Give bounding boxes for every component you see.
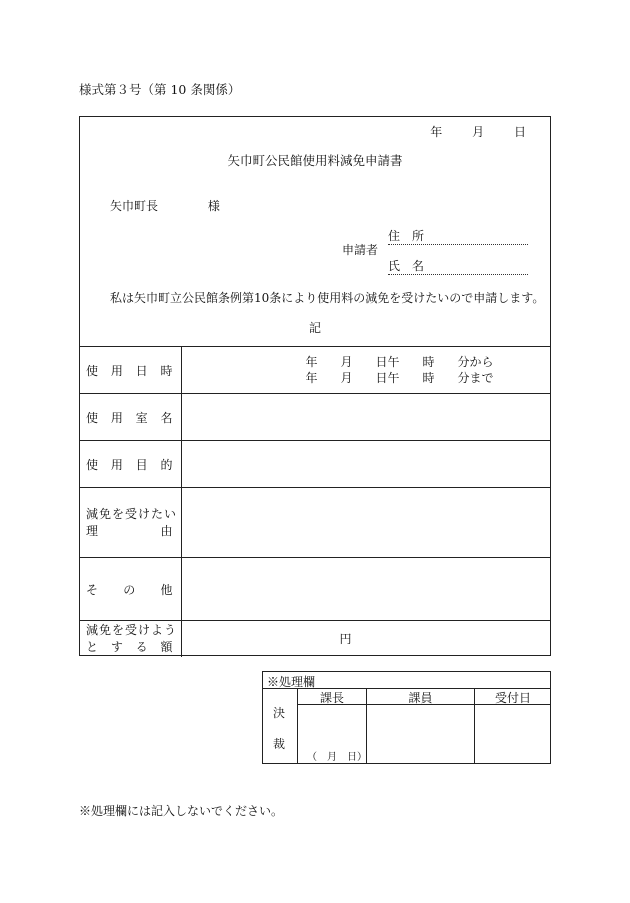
kessai-char-1: 決 <box>273 706 286 720</box>
details-table <box>80 346 550 657</box>
value-datetime[interactable] <box>181 347 550 394</box>
amount-unit: 円 <box>339 632 352 647</box>
col-uketsuke: 受付日 <box>494 691 531 705</box>
date-line <box>404 123 526 140</box>
value-other[interactable] <box>181 558 550 621</box>
name-field[interactable] <box>388 257 528 275</box>
label-other: そ の 他 <box>80 558 181 621</box>
datetime-to: 年 月 日午 時 分まで <box>305 371 494 385</box>
kessai-char-2: 裁 <box>273 737 286 751</box>
label-datetime: 使 用 日 時 <box>80 347 181 394</box>
label-amount: 減免を受けよう と す る 額 <box>80 621 181 657</box>
processing-box <box>262 671 551 764</box>
addressee-name: 矢巾町長 <box>110 199 159 213</box>
date-day: 日 <box>513 125 526 139</box>
date-year: 年 <box>430 125 443 139</box>
col-kacho: 課長 <box>319 691 344 705</box>
address-field[interactable] <box>388 227 528 245</box>
value-room[interactable] <box>181 394 550 441</box>
col-kain: 課員 <box>408 691 433 705</box>
row-datetime <box>80 347 550 394</box>
label-room: 使 用 室 名 <box>80 394 181 441</box>
ki-heading: 記 <box>308 321 321 335</box>
date-month: 月 <box>472 125 485 139</box>
applicant-label: 申請者 <box>342 243 379 257</box>
date-note: （ 月 日） <box>307 752 367 763</box>
row-other <box>80 558 550 621</box>
address-label: 住 所 <box>388 229 425 243</box>
value-reason[interactable] <box>181 488 550 558</box>
row-purpose <box>80 441 550 488</box>
datetime-from: 年 月 日午 時 分から <box>305 355 494 369</box>
label-reason: 減免を受けたい 理 由 <box>80 488 181 558</box>
row-amount <box>80 621 550 657</box>
label-purpose: 使 用 目 的 <box>80 441 181 488</box>
document-title: 矢巾町公民館使用料減免申請書 <box>227 153 403 168</box>
value-purpose[interactable] <box>181 441 550 488</box>
processing-header: ※処理欄 <box>267 675 316 689</box>
addressee-honorific: 様 <box>207 199 220 213</box>
name-label: 氏 名 <box>388 259 425 273</box>
application-form <box>79 116 551 656</box>
value-amount[interactable] <box>181 621 550 657</box>
row-reason <box>80 488 550 558</box>
addressee <box>110 197 220 214</box>
row-room <box>80 394 550 441</box>
footer-note: ※処理欄には記入しないでください。 <box>79 804 284 818</box>
statement: 私は矢巾町立公民館条例第10条により使用料の減免を受けたいので申請します。 <box>110 291 545 305</box>
form-number: 様式第３号（第 10 条関係） <box>79 82 241 97</box>
